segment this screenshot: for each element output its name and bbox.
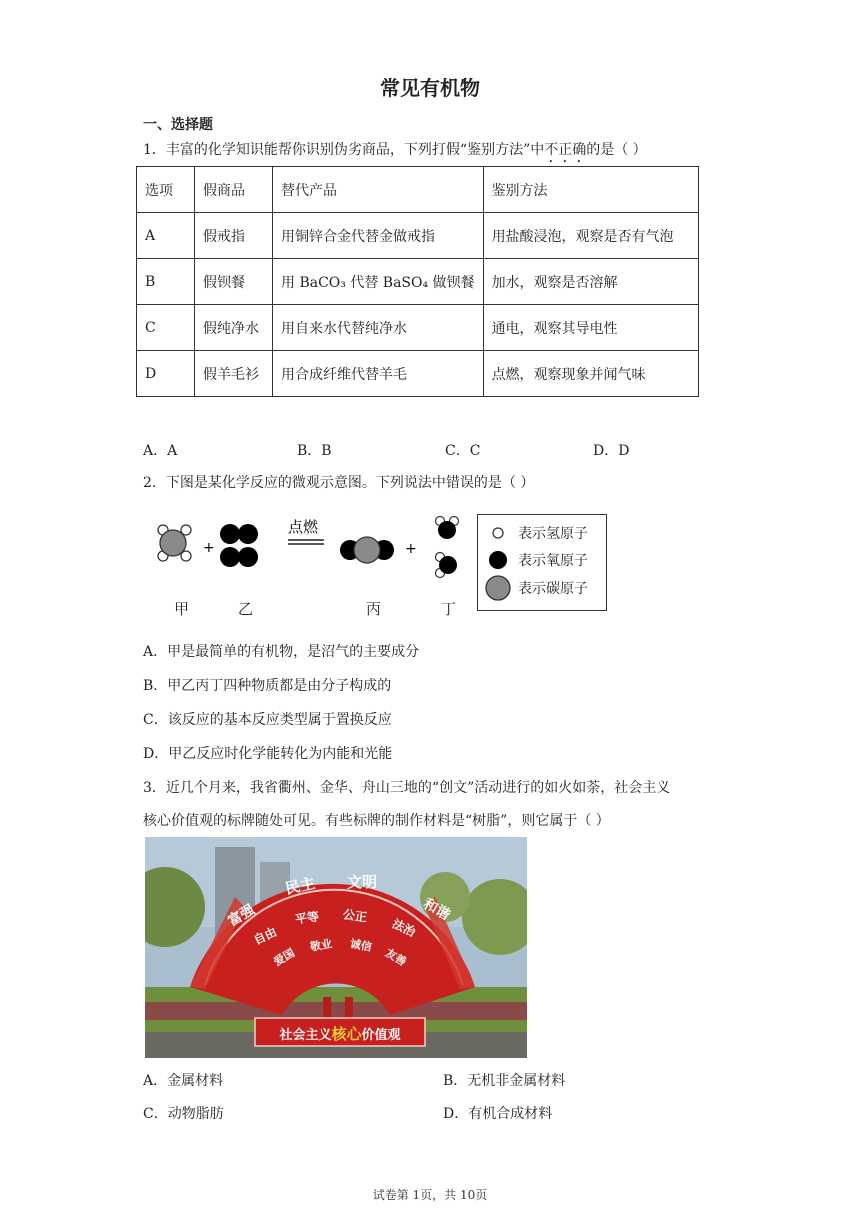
table-cell: 用 BaCO₃ 代替 BaSO₄ 做钡餐 [273,259,484,305]
table-cell: 用自来水代替纯净水 [273,305,484,351]
value-word: 平等 [294,909,320,927]
table-cell: 用合成纤维代替羊毛 [273,351,484,397]
value-word: 敬业 [309,937,334,954]
banner-text [255,1023,425,1044]
table-header-cell: 假商品 [195,167,273,213]
q2-option-b[interactable]: B．甲乙丙丁四种物质都是由分子构成的 [143,678,392,694]
q1-option-a[interactable]: A．A [143,443,178,459]
plus-sign: + [405,541,417,557]
value-word: 法治 [389,916,418,940]
q1-option-c[interactable]: C．C [445,443,481,459]
label-bing: 丙 [366,600,382,618]
oxygen-atom [439,556,457,574]
hydrogen-legend-icon [493,528,503,538]
carbon-atom [160,530,186,556]
label-yi: 乙 [238,600,254,618]
section-heading: 一、选择题 [143,117,213,133]
oxygen-atom [238,524,258,544]
atom-legend [477,514,607,611]
table-cell: 假羊毛衫 [195,351,273,397]
table-row [137,213,699,259]
question-3-line-2: 核心价值观的标牌随处可见。有些标牌的制作材料是“树脂”，则它属于（ ） [143,813,610,829]
table-header-row [137,167,699,213]
q2-option-c[interactable]: C．该反应的基本反应类型属于置换反应 [143,712,392,728]
q2-option-d[interactable]: D．甲乙反应时化学能转化为内能和光能 [143,746,393,762]
table-cell: 用盐酸浸泡，观察是否有气泡 [483,213,698,259]
table-cell: 用铜锌合金代替金做戒指 [273,213,484,259]
oxygen-atom [238,547,258,567]
page-title: 常见有机物 [380,76,480,100]
carbon-atom [354,537,380,563]
reaction-molecules [150,510,470,620]
legend-carbon: 表示碳原子 [518,581,588,597]
methane-molecule [158,525,191,561]
legend-swatches [478,515,518,610]
value-word: 民主 [283,874,317,898]
banner-text-post: 价值观 [361,1028,401,1043]
table-cell: 假钡餐 [195,259,273,305]
q3-option-c[interactable]: C．动物脂肪 [143,1106,224,1122]
q2-option-a[interactable]: A．甲是最简单的有机物，是沼气的主要成分 [143,644,420,660]
value-word: 自由 [251,924,280,948]
table-row [137,259,699,305]
table-header-cell: 鉴别方法 [483,167,698,213]
water-molecules [436,517,459,578]
value-word: 文明 [347,873,378,891]
oxygen-atom [220,524,240,544]
banner-text-pre: 社会主义 [279,1028,332,1043]
question-1-stem [143,139,647,166]
table-cell: 假戒指 [195,213,273,259]
q1-option-b[interactable]: B．B [297,443,332,459]
table-cell: 假纯净水 [195,305,273,351]
value-word: 富强 [225,901,258,930]
page-footer: 试卷第 1页，共 10页 [372,1188,488,1202]
q3-option-a[interactable]: A．金属材料 [143,1073,224,1089]
table-cell: 点燃，观察现象并闻气味 [483,351,698,397]
value-word: 友善 [382,946,409,969]
label-ding: 丁 [441,600,457,618]
q1-suffix: 的是（ ） [586,142,647,158]
plus-sign: + [203,540,215,556]
oxygen-atom [438,521,456,539]
core-values-photo [145,837,527,1058]
value-word: 诚信 [348,937,373,954]
value-word: 爱国 [271,946,298,969]
table-cell: 加水，观察是否溶解 [483,259,698,305]
q1-prefix: 1．丰富的化学知识能帮你识别伪劣商品，下列打假“鉴别方法”中 [143,142,545,158]
legend-oxygen: 表示氧原子 [518,553,588,569]
q1-option-d[interactable]: D．D [593,443,630,459]
legend-hydrogen: 表示氢原子 [518,526,588,542]
reaction-condition: 点燃 [288,518,319,536]
q3-option-d[interactable]: D．有机合成材料 [443,1106,553,1122]
oxygen-legend-icon [489,551,507,569]
oxygen-atom [220,547,240,567]
table-row [137,305,699,351]
carbon-legend-icon [486,576,510,600]
table-cell: C [137,305,195,351]
oxygen-molecules [220,524,258,567]
q3-option-b[interactable]: B．无机非金属材料 [443,1073,566,1089]
table-header-cell: 选项 [137,167,195,213]
carbon-dioxide-molecule [340,537,394,563]
table-row [137,351,699,397]
table-cell: B [137,259,195,305]
value-word: 公正 [342,907,368,925]
question-3-line-1: 3．近几个月来，我省衢州、金华、舟山三地的“创文”活动进行的如火如荼，社会主义 [143,780,671,796]
question-2-stem: 2．下图是某化学反应的微观示意图。下列说法中错误的是（ ） [143,475,535,491]
q1-emphasis: 不正确 [544,142,587,158]
q1-table [136,166,699,397]
label-jia: 甲 [174,600,190,618]
table-cell: 通电，观察其导电性 [483,305,698,351]
banner-text-emphasis: 核心 [331,1025,362,1043]
value-word: 和谐 [420,895,453,924]
table-cell: A [137,213,195,259]
table-header-cell: 替代产品 [273,167,484,213]
table-cell: D [137,351,195,397]
